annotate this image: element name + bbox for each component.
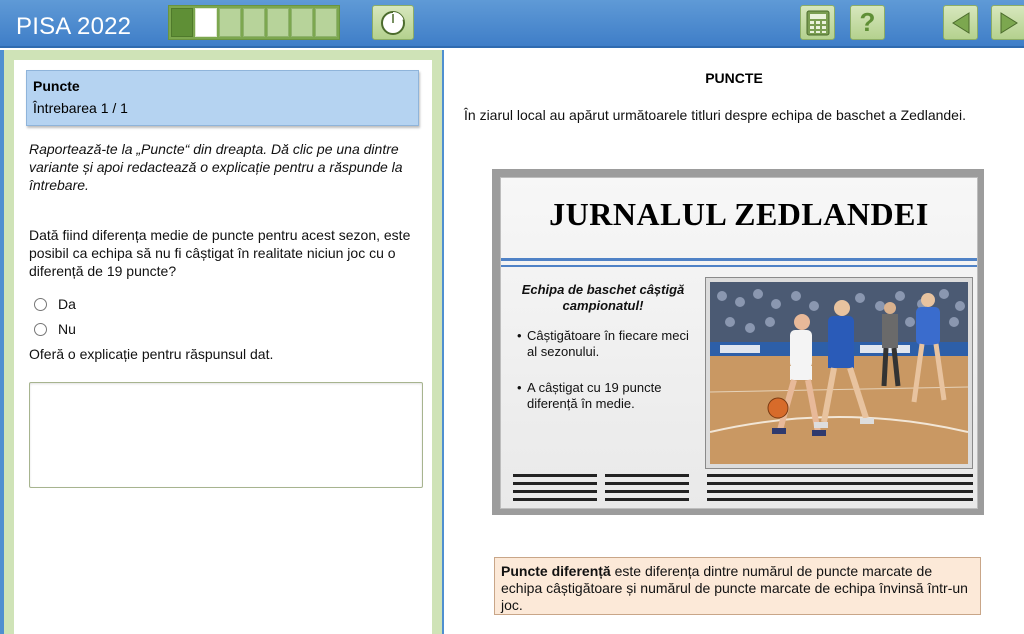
progress-segment bbox=[171, 8, 193, 37]
previous-button[interactable] bbox=[943, 5, 978, 40]
text-line bbox=[513, 498, 597, 501]
text-line bbox=[707, 474, 973, 477]
option-label: Nu bbox=[58, 321, 76, 337]
text-line bbox=[513, 474, 597, 477]
option-da[interactable] bbox=[34, 296, 76, 312]
progress-segment bbox=[243, 8, 265, 37]
newspaper-image bbox=[492, 169, 984, 515]
help-button[interactable] bbox=[850, 5, 885, 40]
arrow-left-icon bbox=[949, 10, 973, 36]
bullet-icon: • bbox=[517, 380, 522, 395]
app-title: PISA 2022 bbox=[16, 13, 132, 40]
masthead-rule bbox=[501, 258, 977, 261]
question-counter: Întrebarea 1 / 1 bbox=[33, 100, 128, 116]
next-button[interactable] bbox=[991, 5, 1024, 40]
bullet-icon: • bbox=[517, 328, 522, 343]
radio-button[interactable] bbox=[34, 298, 47, 311]
help-icon: ? bbox=[859, 7, 876, 37]
text-line bbox=[513, 490, 597, 493]
newspaper-page bbox=[500, 177, 978, 509]
instruction-text: Raportează-te la „Puncte“ din dreapta. Dă clic pe una dintre variante și apoi redactează o explicație pentru a răspunde la întrebare. bbox=[29, 141, 403, 193]
option-label: Da bbox=[58, 296, 76, 312]
list-item bbox=[511, 328, 697, 360]
unit-title: Puncte bbox=[33, 78, 80, 94]
text-line bbox=[707, 482, 973, 485]
stimulus-title: PUNCTE bbox=[705, 70, 763, 86]
question-panel-content bbox=[14, 60, 432, 634]
definition-box bbox=[494, 557, 981, 615]
progress-bar bbox=[168, 5, 340, 40]
newspaper-masthead: JURNALUL ZEDLANDEI bbox=[549, 196, 929, 232]
text-line bbox=[707, 490, 973, 493]
explanation-label: Oferă o explicație pentru răspunsul dat. bbox=[29, 346, 274, 362]
text-line bbox=[605, 482, 689, 485]
basketball-players-illustration bbox=[710, 282, 968, 464]
calculator-icon bbox=[806, 10, 830, 36]
top-bar bbox=[0, 0, 1024, 48]
text-line bbox=[707, 498, 973, 501]
newspaper-bullets bbox=[511, 328, 697, 432]
option-nu[interactable] bbox=[34, 321, 76, 337]
calculator-button[interactable] bbox=[800, 5, 835, 40]
text-line bbox=[605, 498, 689, 501]
question-panel bbox=[0, 50, 442, 634]
progress-segment bbox=[291, 8, 313, 37]
definition-term: Puncte diferență bbox=[501, 563, 611, 579]
newspaper-headline: Echipa de baschet câștigă campionatul! bbox=[521, 282, 685, 313]
basketball-photo bbox=[705, 277, 973, 469]
text-column-placeholder bbox=[605, 474, 689, 510]
definition-text: este diferența dintre numărul de puncte marcate de echipa câștigătoare și numărul de puncte marcate de echipa învinsă într-un joc. bbox=[501, 563, 968, 613]
text-column-placeholder bbox=[707, 474, 973, 510]
text-line bbox=[605, 474, 689, 477]
text-line bbox=[513, 482, 597, 485]
stimulus-intro: În ziarul local au apărut următoarele titluri despre echipa de baschet a Zedlandei. bbox=[464, 107, 966, 123]
question-header bbox=[26, 70, 419, 126]
panel-divider bbox=[442, 50, 444, 634]
progress-segment bbox=[219, 8, 241, 37]
text-line bbox=[605, 490, 689, 493]
question-text: Dată fiind diferența medie de puncte pentru acest sezon, este posibil ca echipa să nu fi câștigat în realitate niciun joc cu o diferență de 19 puncte? bbox=[29, 227, 411, 279]
progress-segment bbox=[267, 8, 289, 37]
radio-button[interactable] bbox=[34, 323, 47, 336]
list-item bbox=[511, 380, 697, 412]
explanation-input[interactable] bbox=[29, 382, 423, 488]
timer-icon bbox=[380, 10, 406, 36]
bullet-text: Câștigătoare în fiecare meci al sezonului. bbox=[527, 328, 689, 359]
progress-segment-current bbox=[195, 8, 217, 37]
text-column-placeholder bbox=[513, 474, 597, 510]
progress-segment bbox=[315, 8, 337, 37]
masthead-rule bbox=[501, 265, 977, 267]
arrow-right-icon bbox=[997, 10, 1021, 36]
bullet-text: A câștigat cu 19 puncte diferență în medie. bbox=[527, 380, 662, 411]
timer-button[interactable] bbox=[372, 5, 414, 40]
